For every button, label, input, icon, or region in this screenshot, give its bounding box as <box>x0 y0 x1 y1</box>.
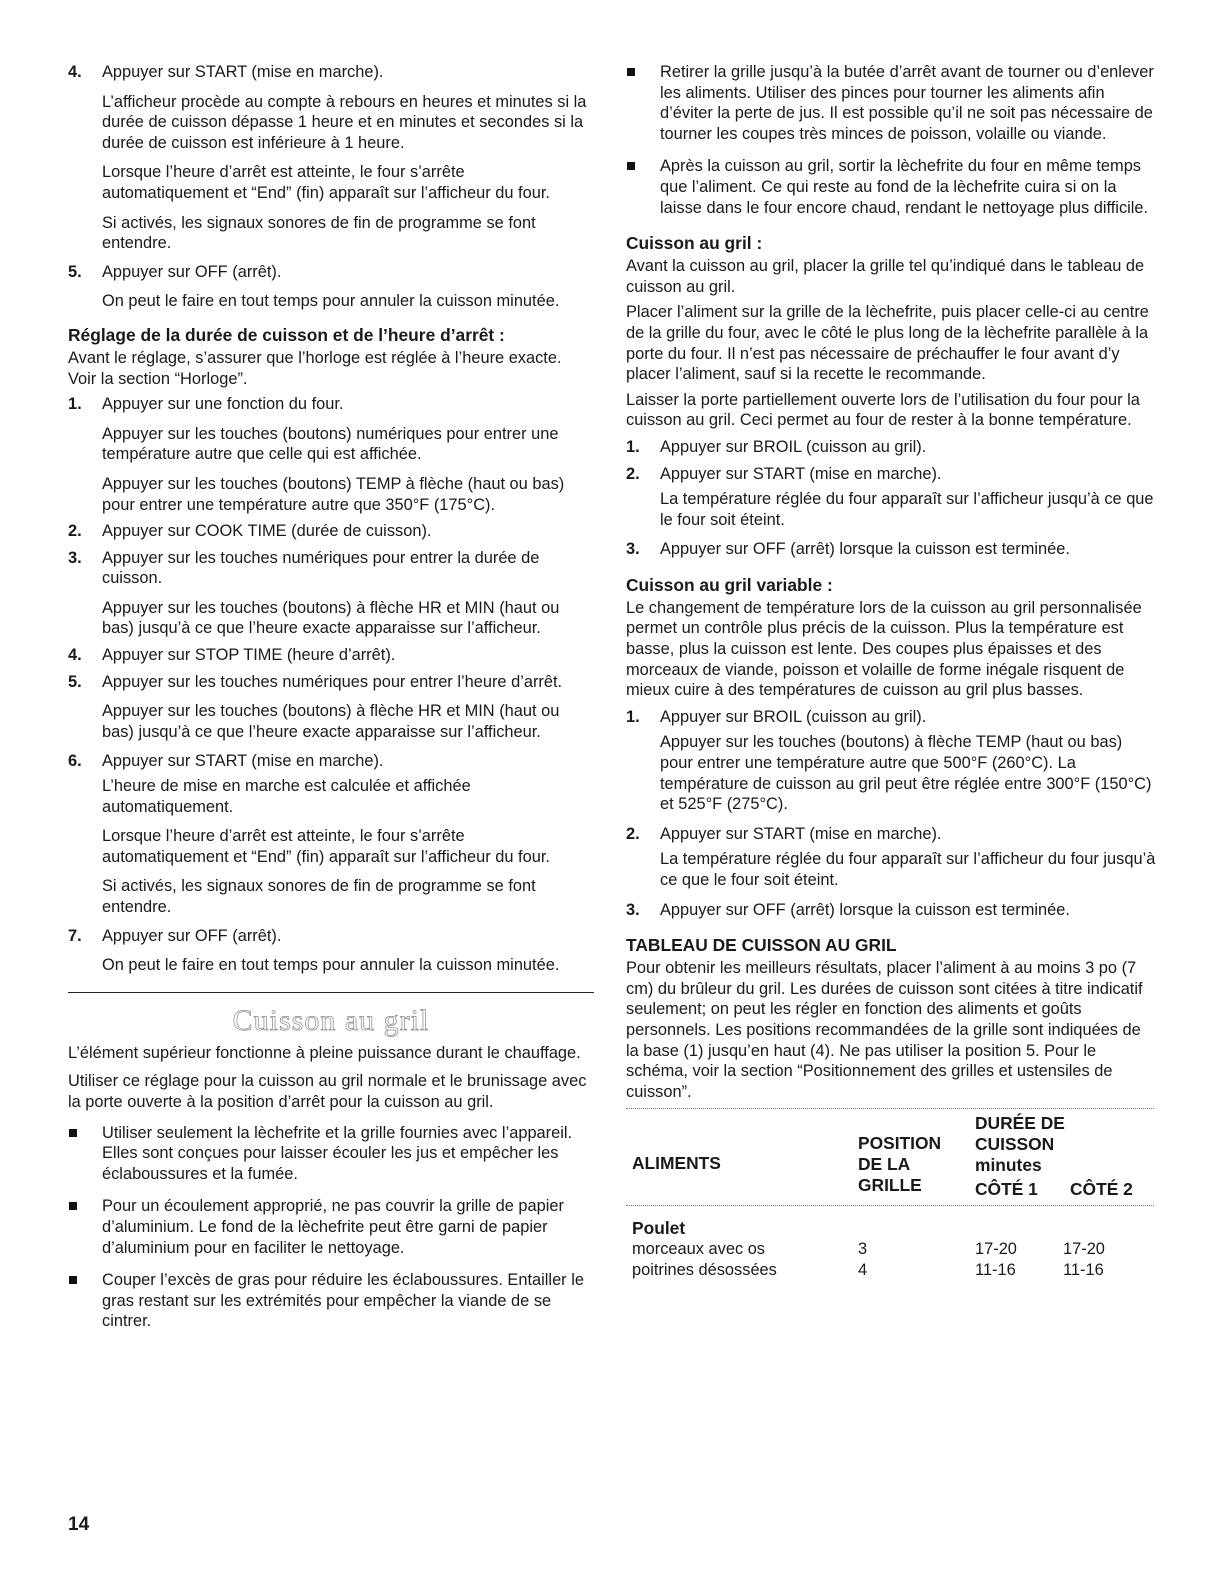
paragraph: L’élément supérieur fonctionne à pleine puissance durant le chauffage. <box>68 1043 581 1062</box>
step-note: Appuyer sur les touches (boutons) à flèche HR et MIN (haut ou bas) jusqu’à ce que l’heure exacte apparaisse sur l’afficheur. <box>102 702 560 741</box>
cell-aliment: poitrines désossées <box>632 1261 777 1280</box>
paragraph: Placer l’aliment sur la grille de la lèchefrite, puis placer celle-ci au centre de la grille du four, avec le côté le plus long de la lèchefrite parallèle à la porte du four. Il n’est pas nécessaire de préchauffer le four avant d’y placer l’aliment, sauf si la recette le recommande. <box>626 303 1149 384</box>
table-row <box>626 1260 1154 1281</box>
cell-cote2: 11-16 <box>1063 1261 1104 1280</box>
step-number: 7. <box>68 926 82 945</box>
step-note: Appuyer sur les touches (boutons) à flèche HR et MIN (haut ou bas) jusqu’à ce que l’heure exacte apparaisse sur l’afficheur. <box>102 598 560 638</box>
paragraph: Le changement de température lors de la cuisson au gril personnalisée permet un contrôle plus précis de la cuisson. Plus la température est basse, plus la cuisson est lente. Des coupes plus épaisses et des morceaux de viande, poisson et volaille de forme inégale risquent de mieux cuire à des températures de cuisson au gril plus basses. <box>626 598 1142 700</box>
step-note: Appuyer sur les touches (boutons) TEMP à flèche (haut ou bas) pour entrer une température autre que 350°F (175°C). <box>102 474 565 514</box>
col-header-aliments: ALIMENTS <box>632 1153 721 1174</box>
step-1 <box>68 394 594 415</box>
step-text: Appuyer sur START (mise en marche). <box>102 63 384 81</box>
step-text: Appuyer sur START (mise en marche). <box>102 752 384 771</box>
left-column <box>68 62 594 1332</box>
step-text: Appuyer sur OFF (arrêt) lorsque la cuisson est terminée. <box>660 900 1070 919</box>
col-header-cote1: CÔTÉ 1 <box>975 1179 1038 1200</box>
cell-cote2: 17-20 <box>1063 1240 1105 1259</box>
step-7 <box>68 926 594 947</box>
step-number: 6. <box>68 752 82 771</box>
step-number: 3. <box>626 900 640 919</box>
bullet-item <box>68 1196 594 1258</box>
step-6 <box>68 751 594 772</box>
heading-reglage: Réglage de la durée de cuisson et de l’heure d’arrêt : <box>68 324 505 345</box>
step-number: 2. <box>626 824 640 843</box>
cell-position: 3 <box>858 1240 868 1259</box>
paragraph: Utiliser ce réglage pour la cuisson au gril normale et le brunissage avec la porte ouverte à la position d’arrêt pour la cuisson au gril. <box>68 1072 587 1111</box>
bullet-square-icon <box>626 62 660 144</box>
step-text: Appuyer sur BROIL (cuisson au gril). <box>660 437 927 456</box>
step-note: Appuyer sur les touches (boutons) à flèche TEMP (haut ou bas) pour entrer une température autre que 500°F (260°C). La température de cuisson au gril peut être réglée entre 300°F (150°C) et 525°F (275°C). <box>660 733 1152 814</box>
step-text: Appuyer sur START (mise en marche). <box>660 824 942 843</box>
step-3 <box>68 548 594 589</box>
step-2 <box>68 521 594 542</box>
right-column <box>626 62 1156 1281</box>
bullet-text: Pour un écoulement approprié, ne pas couvrir la grille de papier d’aluminium. Le fond de la lèchefrite peut être garni de papier d’aluminium pour en faciliter le nettoyage. <box>102 1197 564 1257</box>
heading-gril-variable: Cuisson au gril variable : <box>626 574 833 595</box>
step-number: 4. <box>68 646 82 665</box>
step-4 <box>68 62 594 83</box>
bullet-square-icon <box>626 156 660 218</box>
paragraph: Avant la cuisson au gril, placer la grille tel qu’indiqué dans le tableau de cuisson au gril. <box>626 257 1145 296</box>
step-number: 3. <box>68 548 82 567</box>
step-text: Appuyer sur OFF (arrêt) lorsque la cuisson est terminée. <box>660 540 1070 559</box>
cell-cote1: 17-20 <box>975 1240 1017 1259</box>
bullet-item <box>68 1123 594 1185</box>
step-number: 1. <box>626 437 640 456</box>
bullet-text: Utiliser seulement la lèchefrite et la grille fournies avec l’appareil. Elles sont conçues pour laisser écouler les jus et empêcher les éclaboussures et la fumée. <box>102 1123 573 1183</box>
step-text: Appuyer sur OFF (arrêt). <box>102 926 282 945</box>
step-2 <box>626 824 1156 845</box>
cell-cote1: 11-16 <box>975 1261 1016 1280</box>
step-text: Appuyer sur les touches numériques pour entrer la durée de cuisson. <box>102 548 540 588</box>
col-header-position: POSITION <box>858 1133 942 1154</box>
col-header-position: DE LA <box>858 1154 911 1175</box>
step-text: Appuyer sur les touches numériques pour entrer l’heure d’arrêt. <box>102 672 563 691</box>
step-2 <box>626 464 1156 485</box>
bullet-square-icon <box>68 1123 102 1185</box>
step-note: La température réglée du four apparaît sur l’afficheur du four jusqu’à ce que le four soit éteint. <box>660 850 1156 889</box>
step-5 <box>68 262 594 283</box>
col-header-duree: minutes <box>975 1155 1042 1176</box>
cell-position: 4 <box>858 1261 868 1280</box>
col-header-duree: CUISSON <box>975 1134 1055 1155</box>
heading-tableau: TABLEAU DE CUISSON AU GRIL <box>626 935 897 956</box>
bullet-text: Couper l’excès de gras pour réduire les éclaboussures. Entailler le gras restant sur les extrémités pour empêcher la viande de se cintrer. <box>102 1271 584 1331</box>
step-note: L’afficheur procède au compte à rebours en heures et minutes si la durée de cuisson dépasse 1 heure et en minutes et secondes si la durée de cuisson est inférieure à 1 heure. <box>102 92 587 152</box>
step-note: La température réglée du four apparaît sur l’afficheur jusqu’à ce que le four soit éteint. <box>660 490 1154 529</box>
step-text: Appuyer sur COOK TIME (durée de cuisson). <box>102 522 432 541</box>
step-number: 4. <box>68 63 82 81</box>
step-number: 2. <box>626 464 640 483</box>
step-number: 3. <box>626 540 640 559</box>
paragraph: Laisser la porte partiellement ouverte lors de l’utilisation du four pour la cuisson au gril. Ceci permet au four de rester à la bonne température. <box>626 390 1140 430</box>
step-number: 5. <box>68 672 82 691</box>
step-text: Appuyer sur START (mise en marche). <box>660 464 942 483</box>
step-text: Appuyer sur STOP TIME (heure d’arrêt). <box>102 646 396 665</box>
bullet-square-icon <box>68 1270 102 1332</box>
step-note: Appuyer sur les touches (boutons) numériques pour entrer une température autre que celle qui est affichée. <box>102 424 559 464</box>
col-header-cote2: CÔTÉ 2 <box>1070 1179 1133 1200</box>
step-number: 1. <box>68 395 82 414</box>
step-4b <box>68 645 594 666</box>
step-note: L’heure de mise en marche est calculée et affichée automatiquement. <box>102 777 471 816</box>
page-number: 14 <box>68 1514 90 1535</box>
section-title: Cuisson au gril <box>232 1003 430 1037</box>
step-3 <box>626 539 1156 560</box>
step-number: 2. <box>68 522 82 541</box>
bullet-item <box>626 156 1156 218</box>
section-divider <box>68 992 594 993</box>
step-text: Appuyer sur OFF (arrêt). <box>102 262 282 281</box>
paragraph: Avant le réglage, s’assurer que l’horloge est réglée à l’heure exacte. Voir la section “Horloge”. <box>68 348 562 388</box>
bullet-text: Après la cuisson au gril, sortir la lèchefrite du four en même temps que l’aliment. Ce qui reste au fond de la lèchefrite cuira si on la laisse dans le four encore chaud, rendant le nettoyage plus difficile. <box>660 157 1149 217</box>
bullet-text: Retirer la grille jusqu’à la butée d’arrêt avant de tourner ou d’enlever les aliments. Utiliser des pinces pour tourner les aliments afin d’éviter la perte de jus. Il est possible qu’il ne soit pas nécessaire de tourner les coupes très minces de poisson, volaille ou viande. <box>660 63 1154 143</box>
heading-cuisson-gril: Cuisson au gril : <box>626 233 763 254</box>
table-rule <box>626 1205 1154 1206</box>
table-header <box>626 1109 1154 1205</box>
col-header-duree: DURÉE DE <box>975 1113 1065 1134</box>
step-5b <box>68 672 594 693</box>
step-number: 5. <box>68 262 82 281</box>
step-number: 1. <box>626 707 640 726</box>
broil-table <box>626 1108 1154 1281</box>
bullet-item <box>626 62 1156 144</box>
step-text: Appuyer sur BROIL (cuisson au gril). <box>660 707 927 726</box>
step-1 <box>626 437 1156 458</box>
group-label: Poulet <box>632 1218 686 1239</box>
bullet-item <box>68 1270 594 1332</box>
step-note: Lorsque l’heure d’arrêt est atteinte, le four s’arrête automatiquement et “End” (fin) apparaît sur l’afficheur du four. <box>102 163 550 202</box>
table-group <box>626 1218 1154 1239</box>
step-note: On peut le faire en tout temps pour annuler la cuisson minutée. <box>102 292 560 311</box>
step-note: Si activés, les signaux sonores de fin de programme se font entendre. <box>102 213 536 253</box>
step-note: On peut le faire en tout temps pour annuler la cuisson minutée. <box>102 956 560 975</box>
bullet-square-icon <box>68 1196 102 1258</box>
step-note: Lorsque l’heure d’arrêt est atteinte, le four s’arrête automatiquement et “End” (fin) apparaît sur l’afficheur du four. <box>102 827 550 866</box>
cell-aliment: morceaux avec os <box>632 1240 766 1259</box>
paragraph: Pour obtenir les meilleurs résultats, placer l’aliment à au moins 3 po (7 cm) du brûleur du gril. Les durées de cuisson sont citées à titre indicatif seulement; on peut les régler en fonction des aliments et goûts personnels. Les positions recommandées de la grille sont indiquées de la base (1) jusqu’en haut (4). Ne pas utiliser la position 5. Pour le schéma, voir la section “Positionnement des grilles et ustensiles de cuisson”. <box>626 959 1143 1101</box>
table-row <box>626 1239 1154 1260</box>
col-header-position: GRILLE <box>858 1175 922 1196</box>
step-1 <box>626 707 1156 728</box>
step-text: Appuyer sur une fonction du four. <box>102 395 344 414</box>
step-3 <box>626 900 1156 921</box>
step-note: Si activés, les signaux sonores de fin de programme se font entendre. <box>102 877 536 916</box>
